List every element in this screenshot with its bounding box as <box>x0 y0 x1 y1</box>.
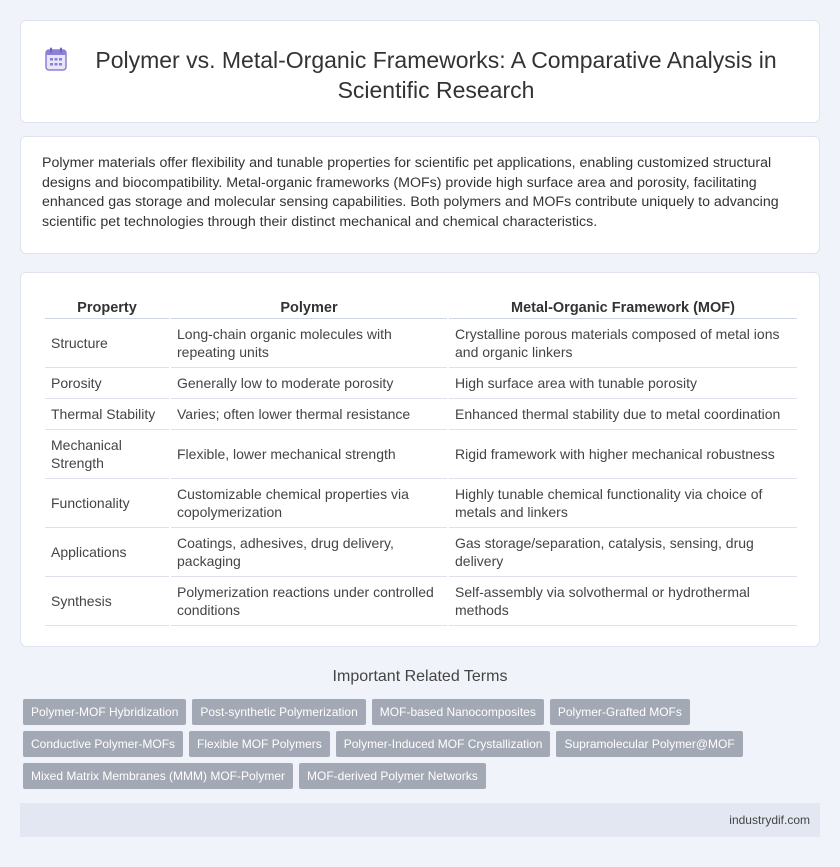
table-row <box>45 430 797 479</box>
related-term-tag[interactable]: Polymer-Grafted MOFs <box>550 699 690 725</box>
table-header-row <box>45 295 797 319</box>
header-mof: Metal-Organic Framework (MOF) <box>449 295 797 319</box>
related-term-tag[interactable]: Flexible MOF Polymers <box>189 731 330 757</box>
cell-polymer: Coatings, adhesives, drug delivery, packaging <box>171 528 447 577</box>
table-row <box>45 479 797 528</box>
intro-paragraph: Polymer materials offer flexibility and tunable properties for scientific pet applications, enabling customized structural designs and biocompatibility. Metal-organic frameworks (MOFs) provide high surface area and porosity, facilitating enhanced gas storage and molecular sensing capabilities. Both polymers and MOFs contribute uniquely to advancing scientific pet technologies through their distinct mechanical and chemical characteristics. <box>42 155 779 230</box>
comparison-table <box>43 295 799 626</box>
cell-polymer: Varies; often lower thermal resistance <box>171 399 447 430</box>
related-term-tag[interactable]: Supramolecular Polymer@MOF <box>556 731 742 757</box>
cell-polymer: Long-chain organic molecules with repeating units <box>171 319 447 368</box>
related-terms-heading: Important Related Terms <box>332 668 508 685</box>
header-property: Property <box>45 295 169 319</box>
cell-mof: Gas storage/separation, catalysis, sensing, drug delivery <box>449 528 797 577</box>
related-term-tag[interactable]: Polymer-MOF Hybridization <box>23 699 186 725</box>
cell-mof: Crystalline porous materials composed of metal ions and organic linkers <box>449 319 797 368</box>
comparison-table-card <box>20 272 820 647</box>
header-card <box>20 20 820 123</box>
cell-property: Applications <box>45 528 169 577</box>
cell-polymer: Customizable chemical properties via copolymerization <box>171 479 447 528</box>
related-term-tag[interactable]: Post-synthetic Polymerization <box>192 699 365 725</box>
related-term-tag[interactable]: Conductive Polymer-MOFs <box>23 731 183 757</box>
cell-mof: Self-assembly via solvothermal or hydrothermal methods <box>449 577 797 626</box>
cell-mof: High surface area with tunable porosity <box>449 368 797 399</box>
related-terms-list <box>23 699 803 789</box>
cell-property: Porosity <box>45 368 169 399</box>
table-row <box>45 528 797 577</box>
table-row <box>45 399 797 430</box>
cell-polymer: Generally low to moderate porosity <box>171 368 447 399</box>
cell-mof: Highly tunable chemical functionality via choice of metals and linkers <box>449 479 797 528</box>
table-row <box>45 368 797 399</box>
table-row <box>45 319 797 368</box>
cell-polymer: Polymerization reactions under controlled conditions <box>171 577 447 626</box>
related-term-tag[interactable]: Polymer-Induced MOF Crystallization <box>336 731 551 757</box>
header-polymer: Polymer <box>171 295 447 319</box>
page-title: Polymer vs. Metal-Organic Frameworks: A Comparative Analysis in Scientific Research <box>95 47 777 103</box>
cell-property: Thermal Stability <box>45 399 169 430</box>
cell-mof: Enhanced thermal stability due to metal coordination <box>449 399 797 430</box>
cell-property: Functionality <box>45 479 169 528</box>
cell-property: Mechanical Strength <box>45 430 169 479</box>
cell-property: Structure <box>45 319 169 368</box>
intro-card <box>20 136 820 254</box>
calendar-grid-icon <box>45 47 67 71</box>
table-row <box>45 577 797 626</box>
related-term-tag[interactable]: MOF-derived Polymer Networks <box>299 763 486 789</box>
cell-property: Synthesis <box>45 577 169 626</box>
cell-mof: Rigid framework with higher mechanical robustness <box>449 430 797 479</box>
footer <box>20 803 820 837</box>
cell-polymer: Flexible, lower mechanical strength <box>171 430 447 479</box>
footer-site-link[interactable]: industrydif.com <box>729 813 810 827</box>
related-term-tag[interactable]: MOF-based Nanocomposites <box>372 699 544 725</box>
related-term-tag[interactable]: Mixed Matrix Membranes (MMM) MOF-Polymer <box>23 763 293 789</box>
